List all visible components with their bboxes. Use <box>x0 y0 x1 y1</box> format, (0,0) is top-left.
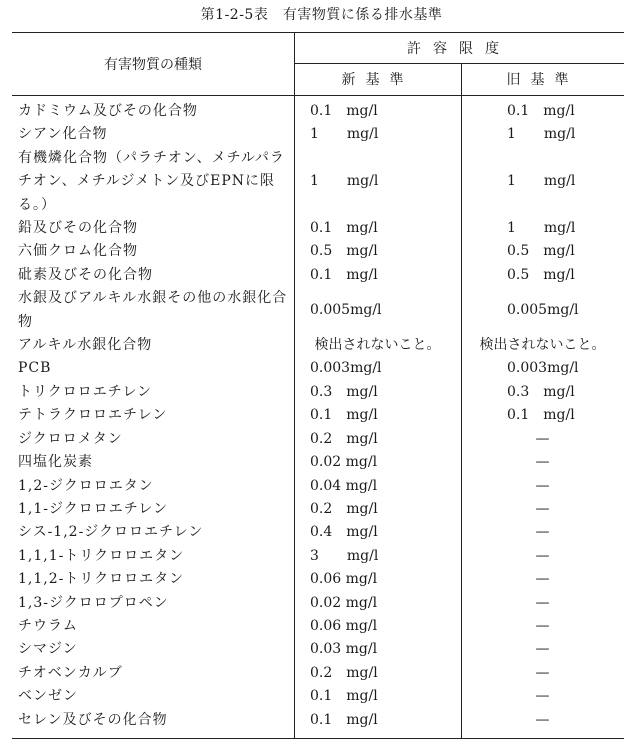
old-standard-value: — <box>535 664 550 681</box>
old-standard-value: — <box>535 477 550 494</box>
old-standard-value: — <box>535 711 550 728</box>
old-standard-value: 0.005mg/l <box>507 301 579 318</box>
new-standard-value: 0.06 mg/l <box>310 571 378 588</box>
substance-name: 1,1,1-トリクロロエタン <box>18 547 185 564</box>
new-standard-value: 1 mg/l <box>310 173 379 190</box>
old-standard-value: 1 mg/l <box>507 220 576 237</box>
substance-name: PCB <box>18 360 52 377</box>
table-row <box>12 685 624 708</box>
substance-name: 水銀及びアルキル水銀その他の水銀化合物 <box>18 290 288 330</box>
substance-name: 1,1-ジクロロエチレン <box>18 500 169 517</box>
new-standard-value: 0.02 mg/l <box>310 594 378 611</box>
new-standard-value: 検出されないこと。 <box>314 337 441 354</box>
table-row <box>12 568 624 591</box>
old-standard-value: — <box>535 430 550 447</box>
substance-name: 1,1,2-トリクロロエタン <box>18 571 185 588</box>
substance-name: カドミウム及びその化合物 <box>18 103 198 119</box>
header-new-standard: 新基準 <box>294 63 462 95</box>
substance-name: 1,3-ジクロロプロペン <box>18 594 169 611</box>
old-standard-value: 0.5 mg/l <box>507 266 575 283</box>
header-old-standard: 旧基準 <box>506 72 579 88</box>
table-row <box>12 217 624 240</box>
table-title: 第1-2-5表 有害物質に係る排水基準 <box>200 7 443 23</box>
table-row <box>12 381 624 404</box>
table-row <box>12 521 624 544</box>
old-standard-value: — <box>535 500 550 517</box>
new-standard-value: 3 mg/l <box>310 547 379 564</box>
new-standard-value: 0.2 mg/l <box>310 664 378 681</box>
substance-name: トリクロロエチレン <box>18 383 153 400</box>
substance-name: 有機燐化合物（パラチオン、メチルパラチオン、メチルジメトン及びEPNに限る。） <box>18 149 285 213</box>
new-standard-value: 0.1 mg/l <box>310 103 378 119</box>
substance-name: 鉛及びその化合物 <box>18 220 138 237</box>
old-standard-value: 1 mg/l <box>507 173 576 190</box>
new-standard-value: 0.1 mg/l <box>310 711 378 728</box>
substance-name: ジクロロメタン <box>18 430 123 447</box>
old-standard-value: 1 mg/l <box>507 126 576 143</box>
new-standard-value: 0.03 mg/l <box>310 641 378 658</box>
new-standard-value: 0.1 mg/l <box>310 266 378 283</box>
substance-name: 四塩化炭素 <box>18 454 93 471</box>
substance-name: テトラクロロエチレン <box>18 407 168 424</box>
old-standard-value: 0.1 mg/l <box>507 407 575 424</box>
table-row <box>12 615 624 638</box>
substance-name: セレン及びその化合物 <box>18 711 168 728</box>
table-row <box>12 287 624 334</box>
table-row <box>12 147 624 217</box>
new-standard-value: 0.1 mg/l <box>310 220 378 237</box>
old-standard-value: — <box>535 617 550 634</box>
table-row <box>12 475 624 498</box>
table-row <box>12 662 624 685</box>
new-standard-value: 0.003mg/l <box>310 360 382 377</box>
substance-name: 六価クロム化合物 <box>18 243 138 260</box>
substance-name: アルキル水銀化合物 <box>18 337 153 354</box>
substance-name: チオベンカルブ <box>18 664 123 681</box>
substance-name: 砒素及びその化合物 <box>18 266 153 283</box>
new-standard-value: 0.1 mg/l <box>310 407 378 424</box>
old-standard-value: — <box>535 688 550 705</box>
old-standard-value: — <box>535 594 550 611</box>
substance-name: 1,2-ジクロロエタン <box>18 477 154 494</box>
table-row <box>12 357 624 380</box>
new-standard-value: 0.2 mg/l <box>310 430 378 447</box>
table-row <box>12 638 624 661</box>
table-row <box>12 100 624 123</box>
old-standard-value: — <box>535 524 550 541</box>
table-header <box>12 33 624 96</box>
new-standard-value: 0.2 mg/l <box>310 500 378 517</box>
column-divider <box>294 96 295 738</box>
new-standard-value: 0.3 mg/l <box>310 383 378 400</box>
new-standard-value: 0.02 mg/l <box>310 454 378 471</box>
old-standard-value: 0.3 mg/l <box>507 383 575 400</box>
new-standard-value: 0.005mg/l <box>310 301 382 318</box>
new-standard-value: 1 mg/l <box>310 126 379 143</box>
table-row <box>12 264 624 287</box>
table-row <box>12 123 624 146</box>
table-row <box>12 404 624 427</box>
header-substance-kind: 有害物質の種類 <box>12 33 295 95</box>
table-row <box>12 428 624 451</box>
old-standard-value: 0.003mg/l <box>507 360 579 377</box>
old-standard-value: — <box>535 454 550 471</box>
table-body <box>12 96 624 738</box>
standards-table <box>12 32 624 739</box>
column-divider <box>461 96 462 738</box>
old-standard-value: 0.1 mg/l <box>507 103 575 119</box>
substance-name: ベンゼン <box>18 688 78 705</box>
new-standard-value: 0.4 mg/l <box>310 524 378 541</box>
substance-name: シアン化合物 <box>18 126 108 143</box>
substance-name: シマジン <box>18 641 78 658</box>
new-standard-value: 0.5 mg/l <box>310 243 378 260</box>
old-standard-value: — <box>535 641 550 658</box>
old-standard-value: 検出されないこと。 <box>479 337 606 354</box>
new-standard-value: 0.06 mg/l <box>310 617 378 634</box>
table-row <box>12 498 624 521</box>
old-standard-value: — <box>535 571 550 588</box>
new-standard-value: 0.04 mg/l <box>310 477 378 494</box>
old-standard-value: 0.5 mg/l <box>507 243 575 260</box>
new-standard-value: 0.1 mg/l <box>310 688 378 705</box>
table-row <box>12 709 624 732</box>
table-row <box>12 592 624 615</box>
table-row <box>12 451 624 474</box>
table-row <box>12 240 624 263</box>
substance-name: チウラム <box>18 617 78 634</box>
substance-name: シス-1,2-ジクロロエチレン <box>18 524 204 541</box>
table-row <box>12 545 624 568</box>
table-row <box>12 334 624 357</box>
old-standard-value: — <box>535 547 550 564</box>
header-allowable-limit: 許容限度 <box>294 33 624 64</box>
